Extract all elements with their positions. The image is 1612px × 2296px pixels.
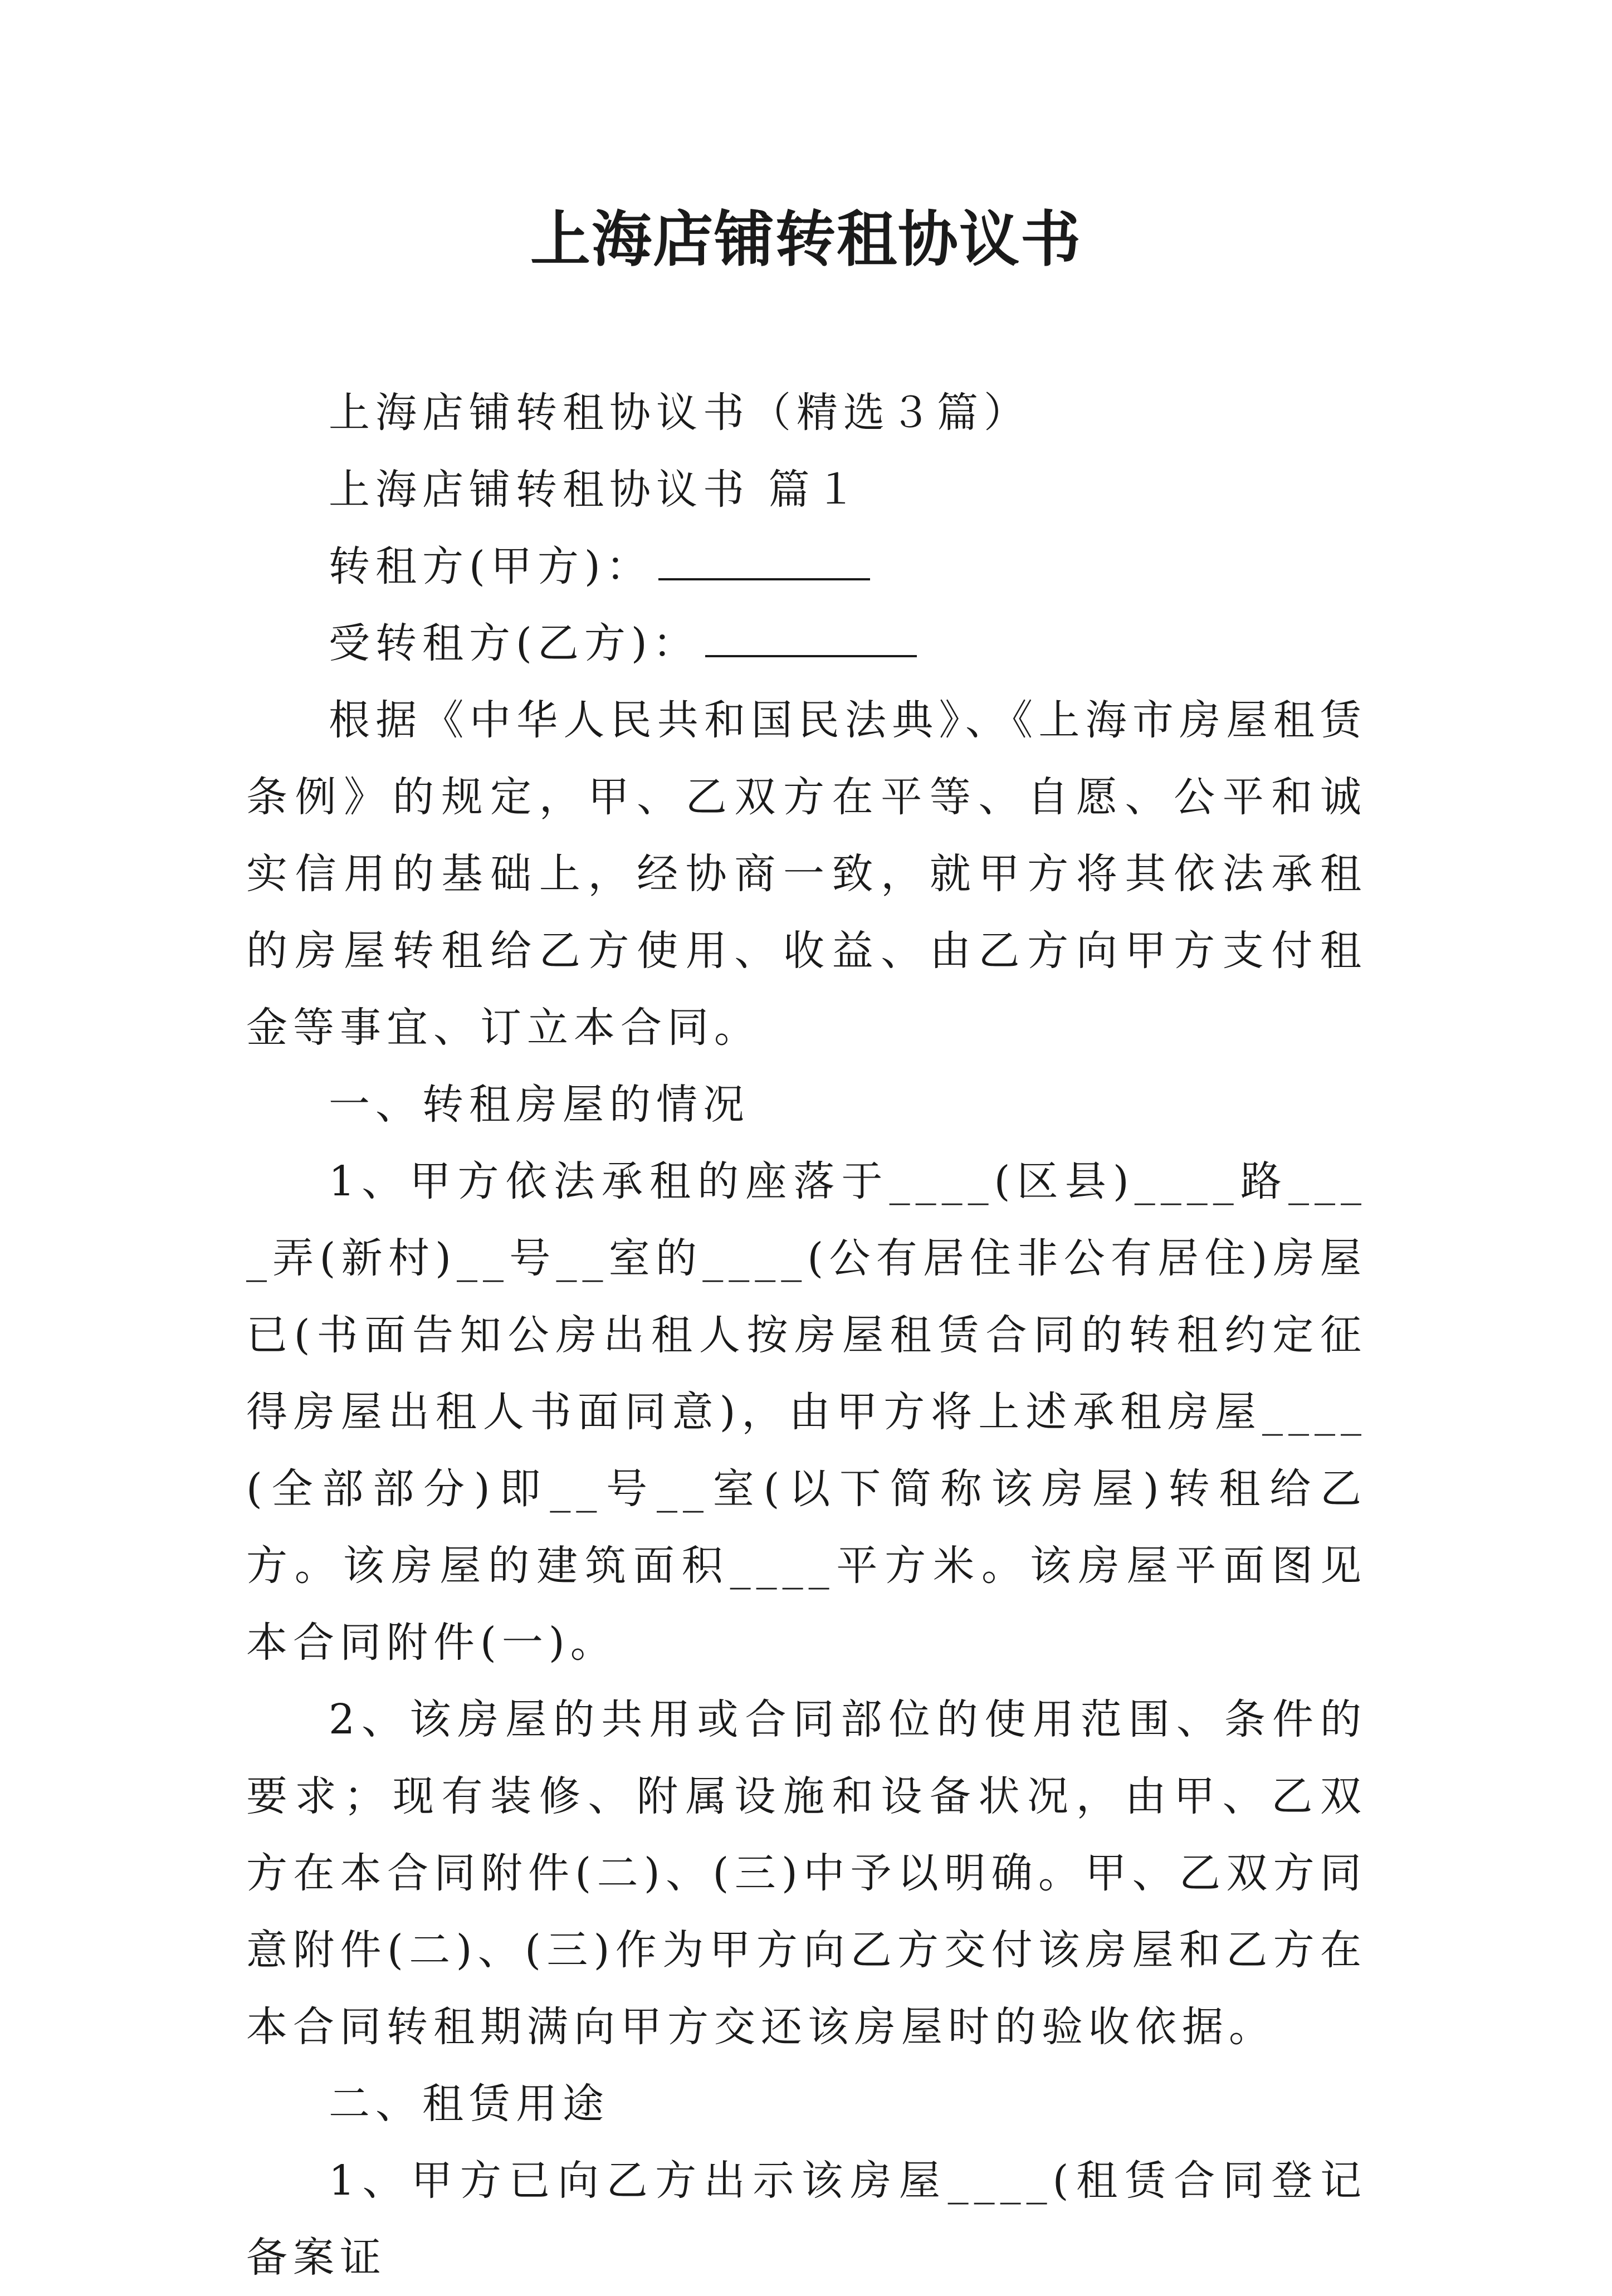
section-1-item-1: 1、甲方依法承租的座落于____(区县)____路____弄(新村)__号__室的____(公有居住非公有居住)房屋已(书面告知公房出租人按房屋租赁合同的转租约定征得房屋出租人书面同意)，由甲方将上述承租房屋____(全部部分)即__号__室(以下简称该房屋)转租给乙方。该房屋的建筑面积____平方米。该房屋平面图见本合同附件(一)。 — [246, 1157, 1367, 1667]
section-1-heading: 一、转租房屋的情况 — [329, 1081, 750, 1129]
intro-paragraph: 根据《中华人民共和国民法典》、《上海市房屋租赁条例》的规定，甲、乙双方在平等、自愿、公平和诚实信用的基础上，经协商一致，就甲方将其依法承租的房屋转租给乙方使用、收益、由乙方向甲方支付租金等事宜、订立本合同。 — [246, 696, 1367, 1052]
section-2-item-1: 1、甲方已向乙方出示该房屋____(租赁合同登记备案证 — [246, 2157, 1367, 2282]
party-a-line — [246, 528, 1367, 605]
party-b-label: 受转租方(乙方)： — [329, 619, 700, 667]
section-2-heading: 二、租赁用途 — [329, 2080, 609, 2128]
party-a-blank — [658, 539, 870, 580]
party-a-label: 转租方(甲方)： — [329, 543, 653, 590]
subtitle: 上海店铺转租协议书（精选３篇） — [329, 389, 1030, 437]
party-b-line — [246, 605, 1367, 682]
party-b-blank — [705, 616, 917, 657]
part-heading: 上海店铺转租协议书 篇１ — [329, 466, 862, 514]
document-body — [246, 374, 1367, 2296]
section-1-item-2: 2、该房屋的共用或合同部位的使用范围、条件的要求；现有装修、附属设施和设备状况，由甲、乙双方在本合同附件(二)、(三)中予以明确。甲、乙双方同意附件(二)、(三)作为甲方向乙方交付该房屋和乙方在本合同转租期满向甲方交还该房屋时的验收依据。 — [246, 1696, 1367, 2051]
document-title: 上海店铺转租协议书 — [530, 204, 1082, 275]
